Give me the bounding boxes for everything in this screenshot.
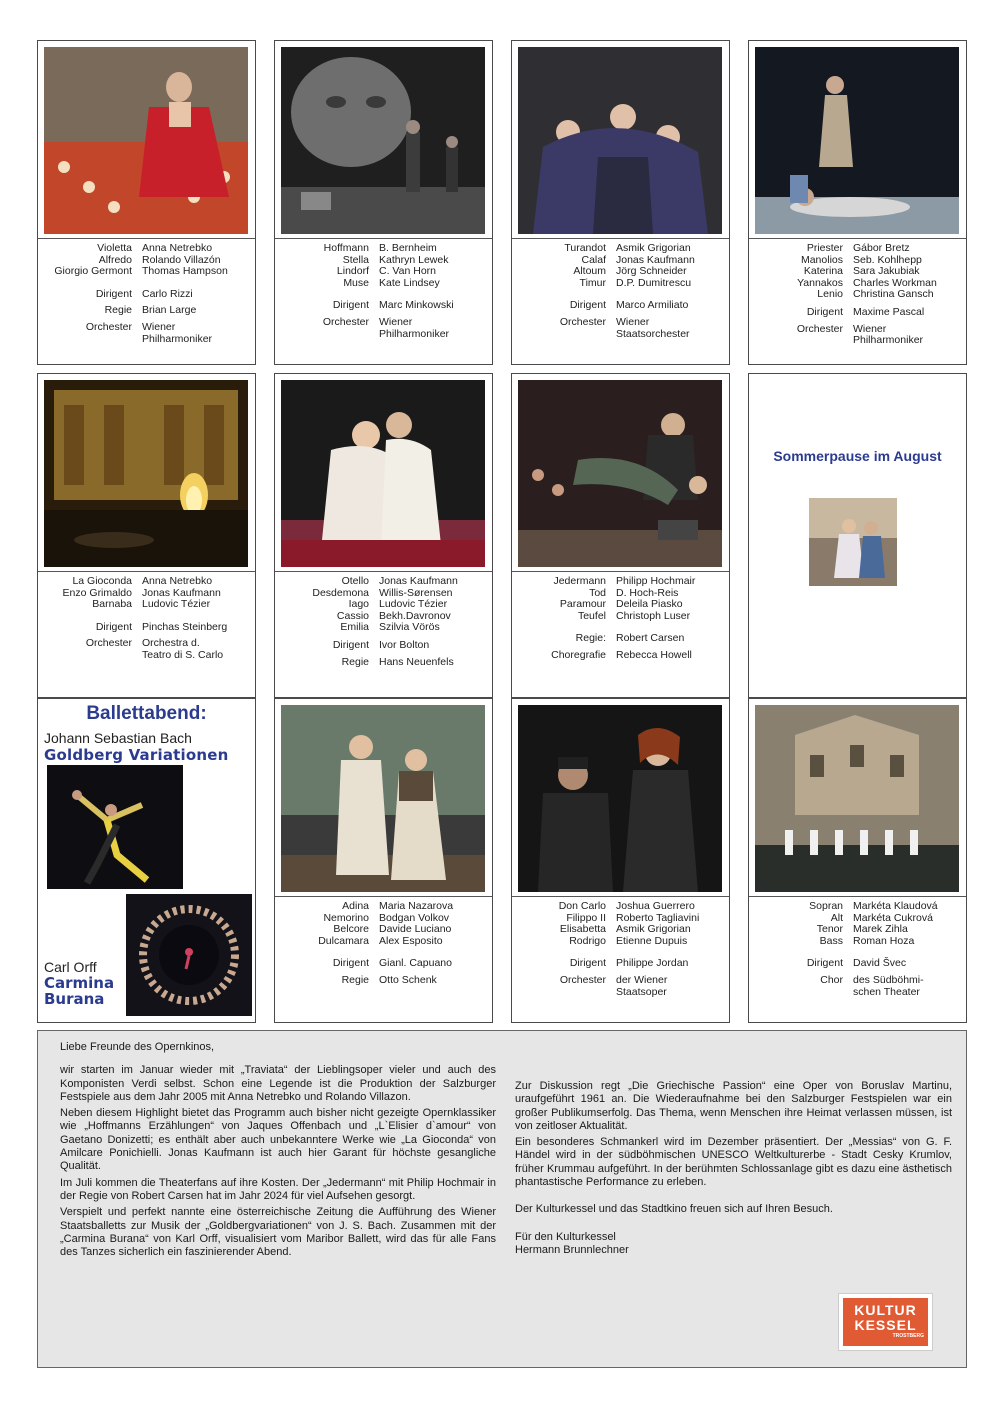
program-card <box>37 373 256 698</box>
crew-role: Dirigent <box>332 638 369 651</box>
crew-name: Staatsoper <box>616 985 667 998</box>
ballet-photo-carmina <box>126 894 252 1016</box>
crew-row <box>512 987 729 999</box>
cast-row <box>275 576 492 588</box>
cast-row <box>38 599 255 611</box>
crew-name: Wiener <box>379 315 413 328</box>
cast-role: Adina <box>342 900 369 912</box>
cast-role: Belcore <box>333 923 369 936</box>
crew-row <box>275 300 492 312</box>
performance-photo <box>281 380 485 567</box>
crew-role <box>38 650 142 662</box>
crew-role: Dirigent <box>95 287 132 300</box>
cast-list-3 <box>749 243 966 347</box>
crew-name: Philharmoniker <box>853 334 924 347</box>
crew-role <box>38 334 142 346</box>
crew-name: Brian Large <box>142 304 197 317</box>
performance-photo <box>44 47 248 234</box>
cast-row <box>275 936 492 948</box>
ballet-composer-bach: Johann Sebastian Bach <box>44 730 192 746</box>
cast-name: Sara Jakubiak <box>853 265 920 278</box>
crew-role: Dirigent <box>569 299 606 312</box>
ballet-card <box>37 698 256 1023</box>
crew-role: Dirigent <box>332 299 369 312</box>
cast-role: La Gioconda <box>72 575 132 587</box>
cast-role: Lenio <box>817 288 843 301</box>
letter-paragraph: Zur Diskussion regt „Die Griechische Passion“ eine Oper von Boruslav Martinu, uraufgeführt 1961 an. Die Wiederaufnahme bei den Salzburger Festspielen war ein großer Publikumserfolg. Das Thema, wenn Menschen ihre Heimat verlassen müssen, ist von zeitloser Aktualität. <box>515 1080 952 1132</box>
crew-role <box>749 987 853 999</box>
crew-role: Dirigent <box>806 305 843 318</box>
cast-name: Roberto Tagliavini <box>616 911 700 924</box>
pause-photo <box>809 498 897 586</box>
cast-role: Filippo II <box>566 911 606 924</box>
cast-row <box>275 243 492 255</box>
crew-row <box>749 958 966 970</box>
crew-name: Marco Armiliato <box>616 299 689 312</box>
cast-role: Iago <box>348 598 369 611</box>
cast-list-7 <box>275 901 492 987</box>
crew-name: David Švec <box>853 957 907 970</box>
cast-name: B. Bernheim <box>379 242 437 254</box>
cast-name: Kathryn Lewek <box>379 253 449 266</box>
cast-role: Elisabetta <box>559 923 606 936</box>
crew-row <box>512 633 729 645</box>
letter-left-column <box>60 1041 496 1262</box>
letter-paragraph: Im Juli kommen die Theaterfans auf ihre Kosten. Der „Jedermann“ mit Philip Hochmair in der Regie von Robert Carsen hat im Jahr 2024 für viel Aufsehen gesorgt. <box>60 1176 496 1202</box>
program-card <box>274 698 493 1023</box>
crew-role <box>275 329 379 341</box>
cast-role: Turandot <box>564 242 606 254</box>
cast-name: Anna Netrebko <box>142 575 213 587</box>
cast-role: Dulcamara <box>318 934 369 947</box>
program-card <box>37 40 256 365</box>
crew-name: Wiener <box>616 315 650 328</box>
cast-name: Kate Lindsey <box>379 276 440 289</box>
cast-name: Jonas Kaufmann <box>142 586 221 599</box>
program-card <box>274 40 493 365</box>
cast-list-9 <box>749 901 966 998</box>
cast-list-0 <box>38 243 255 345</box>
program-card <box>748 40 967 365</box>
cast-role: Manolios <box>800 253 843 266</box>
cast-row <box>512 243 729 255</box>
cast-role: Desdemona <box>312 586 369 599</box>
cast-row <box>749 936 966 948</box>
cast-name: Deleila Piasko <box>616 598 683 611</box>
crew-name: Gianl. Capuano <box>379 957 452 970</box>
crew-name: Philippe Jordan <box>616 957 689 970</box>
cast-role: Giorgio Germont <box>54 265 132 278</box>
performance-photo <box>755 705 959 892</box>
crew-name: Staatsorchester <box>616 327 690 340</box>
crew-row <box>275 317 492 329</box>
cast-name: Gábor Bretz <box>853 242 910 254</box>
cast-name: Christoph Luser <box>616 609 691 622</box>
crew-row <box>749 987 966 999</box>
performance-photo <box>281 47 485 234</box>
program-card <box>511 40 730 365</box>
crew-name: Hans Neuenfels <box>379 655 454 668</box>
cast-role: Lindorf <box>336 265 369 278</box>
performance-photo <box>281 705 485 892</box>
crew-role: Dirigent <box>332 957 369 970</box>
performance-photo <box>518 705 722 892</box>
crew-name: Wiener <box>142 320 176 333</box>
cast-name: Seb. Kohlhepp <box>853 253 922 266</box>
crew-role: Orchester <box>85 320 132 333</box>
crew-name: der Wiener <box>616 973 668 986</box>
crew-row <box>38 322 255 334</box>
crew-row <box>38 305 255 317</box>
cast-name: Joshua Guerrero <box>616 900 695 912</box>
performance-photo <box>44 380 248 567</box>
cast-list-2 <box>512 243 729 340</box>
ballet-composer-orff: Carl Orff <box>44 959 97 975</box>
cast-row <box>512 278 729 290</box>
cast-name: Rolando Villazón <box>142 253 221 266</box>
pause-title: Sommerpause im August <box>773 448 942 464</box>
cast-name: Ludovic Tézier <box>379 598 448 611</box>
cast-role: Calaf <box>581 253 606 266</box>
crew-role: Choregrafie <box>551 648 606 661</box>
crew-row <box>38 650 255 662</box>
cast-role: Katerina <box>803 265 843 278</box>
crew-role: Orchester <box>559 315 606 328</box>
crew-row <box>512 329 729 341</box>
cast-role: Paramour <box>559 598 606 611</box>
cast-row <box>512 576 729 588</box>
cast-row <box>749 289 966 301</box>
performance-photo <box>755 47 959 234</box>
logo-line1: KULTUR <box>854 1302 917 1318</box>
crew-row <box>38 289 255 301</box>
cast-role: Bass <box>819 934 843 947</box>
crew-row <box>38 622 255 634</box>
crew-role: Regie <box>341 973 369 986</box>
crew-role: Orchester <box>796 322 843 335</box>
crew-name: Orchestra d. <box>142 637 200 650</box>
cast-name: Marek Zihla <box>853 923 908 936</box>
cast-role: Emilia <box>340 621 369 634</box>
program-card <box>274 373 493 698</box>
cast-name: Davide Luciano <box>379 923 452 936</box>
letter-sign-line1: Für den Kulturkessel <box>515 1230 616 1243</box>
cast-role: Violetta <box>97 242 132 254</box>
cast-name: Asmik Grigorian <box>616 923 691 936</box>
crew-role: Dirigent <box>569 957 606 970</box>
letter-sign-line2: Hermann Brunnlechner <box>515 1243 629 1256</box>
cast-name: Bekh.Davronov <box>379 609 451 622</box>
crew-name: schen Theater <box>853 985 920 998</box>
cast-name: Alex Esposito <box>379 934 443 947</box>
logo-line3: TROSTBERG <box>892 1333 924 1339</box>
cast-list-1 <box>275 243 492 340</box>
crew-name: Ivor Bolton <box>379 638 430 651</box>
cast-role: Tod <box>589 586 606 599</box>
cast-name: Ludovic Tézier <box>142 598 211 611</box>
cast-row <box>275 278 492 290</box>
crew-role: Regie <box>341 655 369 668</box>
performance-photo <box>518 380 722 567</box>
cast-row <box>749 901 966 913</box>
cast-role: Otello <box>341 575 369 587</box>
crew-role: Orchester <box>322 315 369 328</box>
cast-role: Stella <box>342 253 369 266</box>
ballet-work-carmina <box>44 975 124 1007</box>
ballet-title: Ballettabend: <box>86 703 207 724</box>
letter-right-column <box>515 1080 952 1260</box>
cast-name: Willis-Sørensen <box>379 586 453 599</box>
ballet-work-carmina-line2: Burana <box>44 990 105 1008</box>
crew-name: Robert Carsen <box>616 632 685 645</box>
ballet-photo-goldberg <box>47 765 183 889</box>
cast-role: Rodrigo <box>569 934 606 947</box>
crew-row <box>275 640 492 652</box>
cast-role: Jedermann <box>553 575 606 587</box>
cast-name: D. Hoch-Reis <box>616 586 679 599</box>
letter-paragraph: Verspielt und perfekt nannte eine österreichische Zeitung die Aufführung des Wiener Staatsballetts zur Musik der „Goldbergvariationen“ von J. S. Bach. Zusammen mit der „Carmina Burana“ von Karl Orff, visualisiert vom Maribor Ballett, wird das für alle Fans des Tanzes sicherlich ein faszinierender Abend. <box>60 1206 496 1259</box>
cast-name: Jonas Kaufmann <box>616 253 695 266</box>
crew-name: Philharmoniker <box>379 327 450 340</box>
cast-name: Bodgan Volkov <box>379 911 450 924</box>
performance-photo <box>518 47 722 234</box>
crew-name: Wiener <box>853 322 887 335</box>
ballet-work-goldberg: Goldberg Variationen <box>44 746 229 764</box>
program-card <box>511 698 730 1023</box>
crew-row <box>275 975 492 987</box>
cast-name: Etienne Dupuis <box>616 934 688 947</box>
cast-list-5 <box>275 576 492 668</box>
crew-row <box>512 317 729 329</box>
cast-role: Don Carlo <box>558 900 606 912</box>
cast-role: Nemorino <box>323 911 369 924</box>
crew-role: Orchester <box>85 637 132 650</box>
cast-row <box>512 936 729 948</box>
cast-role: Tenor <box>816 923 843 936</box>
crew-role: Orchester <box>559 973 606 986</box>
crew-row <box>749 335 966 347</box>
crew-name: des Südböhmi- <box>853 973 924 986</box>
crew-role: Regie <box>104 304 132 317</box>
crew-name: Philharmoniker <box>142 332 213 345</box>
cast-row <box>38 243 255 255</box>
cast-name: Asmik Grigorian <box>616 242 691 254</box>
cast-list-6 <box>512 576 729 662</box>
letter-paragraph: Ein besonderes Schmankerl wird im Dezember präsentiert. Der „Messias“ von G. F. Händel wird in der südböhmischen UNESCO Weltkulturerbe - Stadt Cesky Krumlov, früher Krummau aufgeführt. In der berühmten Schlossanlage gibt es dazu eine ästhetisch phantastische Performance zu erleben. <box>515 1136 952 1189</box>
letter-box <box>37 1030 967 1368</box>
cast-name: Charles Workman <box>853 276 937 289</box>
letter-greeting: Liebe Freunde des Opernkinos, <box>60 1041 215 1053</box>
cast-role: Teufel <box>577 609 606 622</box>
crew-role <box>512 987 616 999</box>
crew-role: Dirigent <box>95 620 132 633</box>
cast-list-8 <box>512 901 729 998</box>
crew-name: Maxime Pascal <box>853 305 925 318</box>
cast-role: Hoffmann <box>323 242 369 254</box>
cast-name: D.P. Dumitrescu <box>616 276 692 289</box>
cast-role: Altoum <box>573 265 606 278</box>
cast-name: Jörg Schneider <box>616 265 687 278</box>
crew-role <box>749 335 853 347</box>
program-card <box>511 373 730 698</box>
cast-name: Anna Netrebko <box>142 242 213 254</box>
cast-row <box>512 611 729 623</box>
cast-row <box>512 901 729 913</box>
crew-name: Rebecca Howell <box>616 648 692 661</box>
cast-name: Thomas Hampson <box>142 265 228 278</box>
crew-role: Regie: <box>575 632 606 645</box>
ballet-work-carmina-line1: Carmina <box>44 974 115 992</box>
crew-row <box>512 975 729 987</box>
cast-row <box>38 266 255 278</box>
cast-role: Alfredo <box>98 253 132 266</box>
cast-role: Sopran <box>809 900 843 912</box>
cast-row <box>275 622 492 634</box>
cast-role: Priester <box>806 242 843 254</box>
cast-role: Barnaba <box>92 598 132 611</box>
crew-row <box>749 307 966 319</box>
crew-row <box>275 657 492 669</box>
program-card <box>748 698 967 1023</box>
crew-name: Marc Minkowski <box>379 299 454 312</box>
crew-name: Carlo Rizzi <box>142 287 193 300</box>
logo-line2: KESSEL <box>854 1317 917 1333</box>
crew-role <box>512 329 616 341</box>
crew-name: Otto Schenk <box>379 973 437 986</box>
cast-role: Muse <box>343 276 369 289</box>
cast-role: Cassio <box>336 609 369 622</box>
cast-role: Alt <box>830 911 843 924</box>
crew-row <box>512 958 729 970</box>
letter-closing: Der Kulturkessel und das Stadtkino freuen sich auf Ihren Besuch. <box>515 1203 833 1216</box>
cast-role: Timur <box>579 276 606 289</box>
letter-paragraph: wir starten im Januar wieder mit „Traviata“ der Lieblingsoper vieler und auch des Komponisten Verdi selbst. Schon eine Legende ist die Produktion der Salzburger Festspiele aus dem Jahr 2005 mit Anna Netrebko und Rolando Villazon. <box>60 1064 496 1103</box>
crew-role: Chor <box>820 973 843 986</box>
crew-name: Teatro di S. Carlo <box>142 648 224 661</box>
kulturkessel-logo <box>838 1293 933 1351</box>
cast-name: Maria Nazarova <box>379 900 454 912</box>
crew-role: Dirigent <box>806 957 843 970</box>
cast-name: Jonas Kaufmann <box>379 575 458 587</box>
cast-row <box>749 243 966 255</box>
crew-row <box>275 329 492 341</box>
crew-row <box>38 334 255 346</box>
cast-name: Markéta Cukrová <box>853 911 933 924</box>
letter-paragraph: Neben diesem Highlight bietet das Programm auch bisher nicht gezeigte Opernklassiker wie „Hoffmanns Erzählungen“ von Jaques Offenbach und „L`Elisier d`amour“ von Gaetano Donizetti; es enthält aber auch unbekanntere Werke wie „La Gioconda“ von Amilcare Ponichielli. Jonas Kaufmann ist auch hier Garant für höchste gesangliche Qualität. <box>60 1107 496 1173</box>
cast-name: C. Van Horn <box>379 265 436 278</box>
cast-row <box>38 576 255 588</box>
crew-name: Pinchas Steinberg <box>142 620 228 633</box>
cast-name: Szilvia Vörös <box>379 621 440 634</box>
cast-list-4 <box>38 576 255 662</box>
cast-role: Enzo Grimaldo <box>62 586 132 599</box>
crew-row <box>749 975 966 987</box>
cast-name: Roman Hoza <box>853 934 915 947</box>
pause-card <box>748 373 967 698</box>
crew-row <box>275 958 492 970</box>
cast-name: Markéta Klaudová <box>853 900 938 912</box>
cast-role: Yannakos <box>797 276 843 289</box>
cast-name: Philipp Hochmair <box>616 575 696 587</box>
cast-row <box>275 901 492 913</box>
crew-row <box>512 650 729 662</box>
crew-row <box>512 300 729 312</box>
cast-name: Christina Gansch <box>853 288 934 301</box>
